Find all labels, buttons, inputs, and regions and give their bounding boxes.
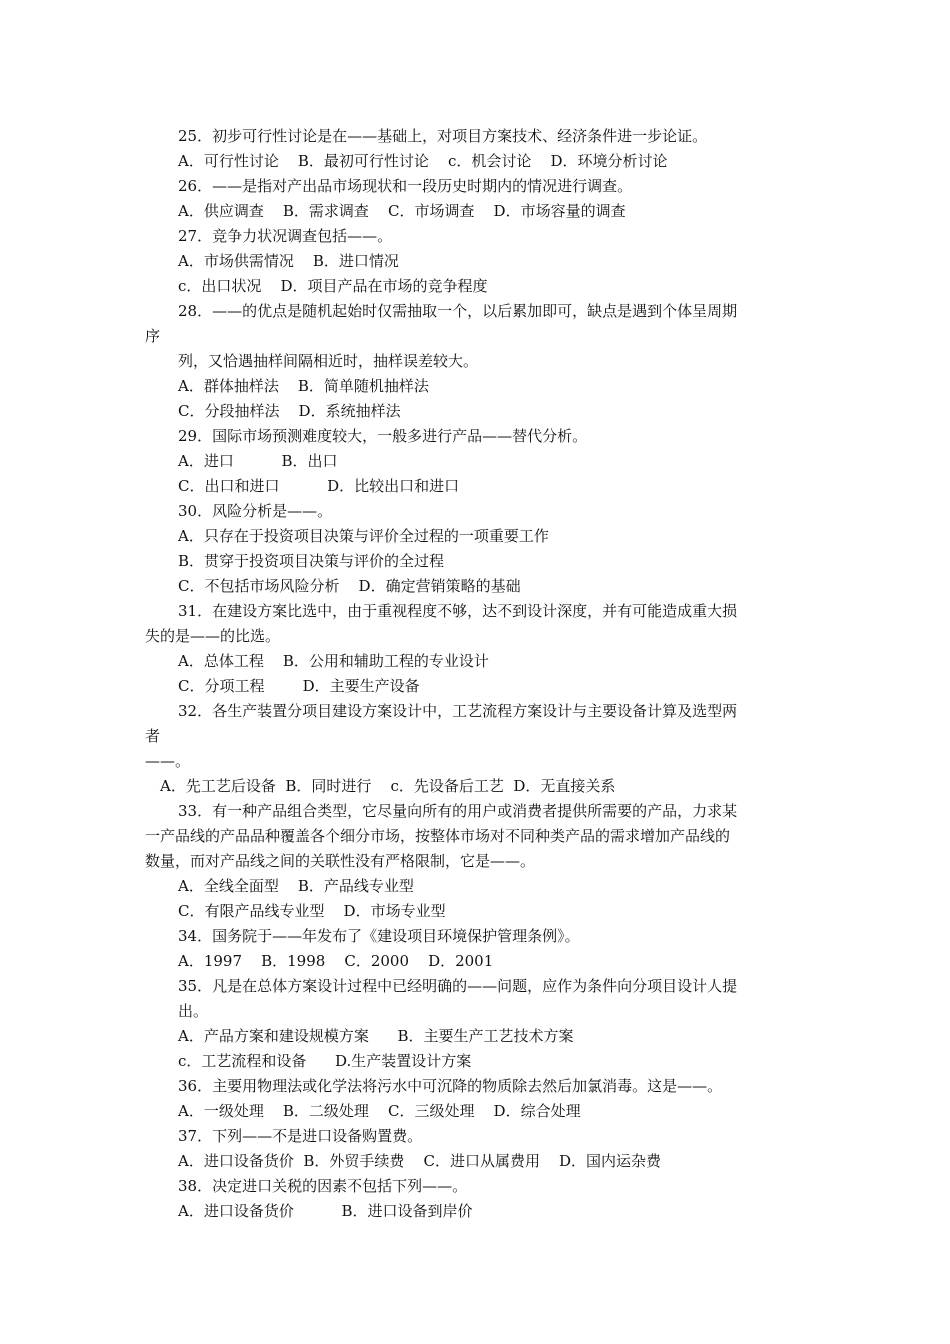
question-28-wrap: 序 (145, 327, 161, 345)
question-35: 35．凡是在总体方案设计过程中已经明确的——问题，应作为条件向分项目设计人提 (178, 977, 738, 995)
question-33-cont-1: 一产品线的产品品种覆盖各个细分市场，按整体市场对不同种类产品的需求增加产品线的 (145, 827, 731, 845)
options-33-cd: C．有限产品线专业型 D．市场专业型 (178, 902, 446, 920)
options-37: A．进口设备货价 B．外贸手续费 C．进口从属费用 D．国内运杂费 (178, 1152, 662, 1170)
options-29-ab: A．进口 B．出口 (178, 452, 338, 470)
question-28: 28．——的优点是随机起始时仅需抽取一个，以后累加即可，缺点是遇到个体呈周期 (178, 302, 738, 320)
question-29: 29．国际市场预测难度较大，一般多进行产品——替代分析。 (178, 427, 588, 445)
options-34: A．1997 B．1998 C．2000 D．2001 (178, 952, 494, 970)
question-33: 33．有一种产品组合类型，它尽量向所有的用户或消费者提供所需要的产品，力求某 (178, 802, 738, 820)
options-25: A．可行性讨论 B．最初可行性讨论 c．机会讨论 D．环境分析讨论 (178, 152, 668, 170)
options-27-ab: A．市场供需情况 B．进口情况 (178, 252, 399, 270)
question-32-wrap: 者 (145, 727, 161, 745)
options-29-cd: C．出口和进口 D．比较出口和进口 (178, 477, 460, 495)
option-30-b: B．贯穿于投资项目决策与评价的全过程 (178, 552, 445, 570)
options-35-cd: c．工艺流程和设备 D.生产装置设计方案 (178, 1052, 472, 1070)
question-34: 34．国务院于——年发布了《建设项目环境保护管理条例》。 (178, 927, 580, 945)
options-33-ab: A．全线全面型 B．产品线专业型 (178, 877, 414, 895)
options-31-ab: A．总体工程 B．公用和辅助工程的专业设计 (178, 652, 489, 670)
options-32: A．先工艺后设备 B．同时进行 c．先设备后工艺 D．无直接关系 (160, 777, 616, 795)
question-36: 36．主要用物理法或化学法将污水中可沉降的物质除去然后加氯消毒。这是——。 (178, 1077, 723, 1095)
question-26: 26．——是指对产出品市场现状和一段历史时期内的情况进行调查。 (178, 177, 633, 195)
options-28-ab: A．群体抽样法 B．简单随机抽样法 (178, 377, 429, 395)
options-27-cd: c．出口状况 D．项目产品在市场的竞争程度 (178, 277, 488, 295)
question-31: 31．在建设方案比选中，由于重视程度不够，达不到设计深度，并有可能造成重大损 (178, 602, 738, 620)
options-36: A．一级处理 B．二级处理 C．三级处理 D．综合处理 (178, 1102, 581, 1120)
question-32-blank: ——。 (145, 752, 191, 770)
question-37: 37．下列——不是进口设备购置费。 (178, 1127, 423, 1145)
question-28-cont: 列，又恰遇抽样间隔相近时，抽样误差较大。 (178, 352, 479, 370)
option-30-a: A．只存在于投资项目决策与评价全过程的一项重要工作 (178, 527, 549, 545)
options-31-cd: C．分项工程 D．主要生产设备 (178, 677, 420, 695)
options-38-ab: A．进口设备货价 B．进口设备到岸价 (178, 1202, 473, 1220)
options-35-ab: A．产品方案和建设规模方案 B．主要生产工艺技术方案 (178, 1027, 574, 1045)
question-27: 27．竞争力状况调查包括——。 (178, 227, 393, 245)
question-31-cont: 失的是——的比选。 (145, 627, 281, 645)
options-30-cd: C．不包括市场风险分析 D．确定营销策略的基础 (178, 577, 521, 595)
question-32: 32．各生产装置分项目建设方案设计中，工艺流程方案设计与主要设备计算及选型两 (178, 702, 738, 720)
question-35-cont: 出。 (178, 1002, 209, 1020)
options-28-cd: C．分段抽样法 D．系统抽样法 (178, 402, 401, 420)
question-25: 25．初步可行性讨论是在——基础上，对项目方案技术、经济条件进一步论证。 (178, 127, 708, 145)
question-33-cont-2: 数量，而对产品线之间的关联性没有严格限制，它是——。 (145, 852, 536, 870)
options-26: A．供应调查 B．需求调查 C．市场调查 D．市场容量的调查 (178, 202, 626, 220)
question-38: 38．决定进口关税的因素不包括下列——。 (178, 1177, 468, 1195)
question-30: 30．风险分析是——。 (178, 502, 333, 520)
